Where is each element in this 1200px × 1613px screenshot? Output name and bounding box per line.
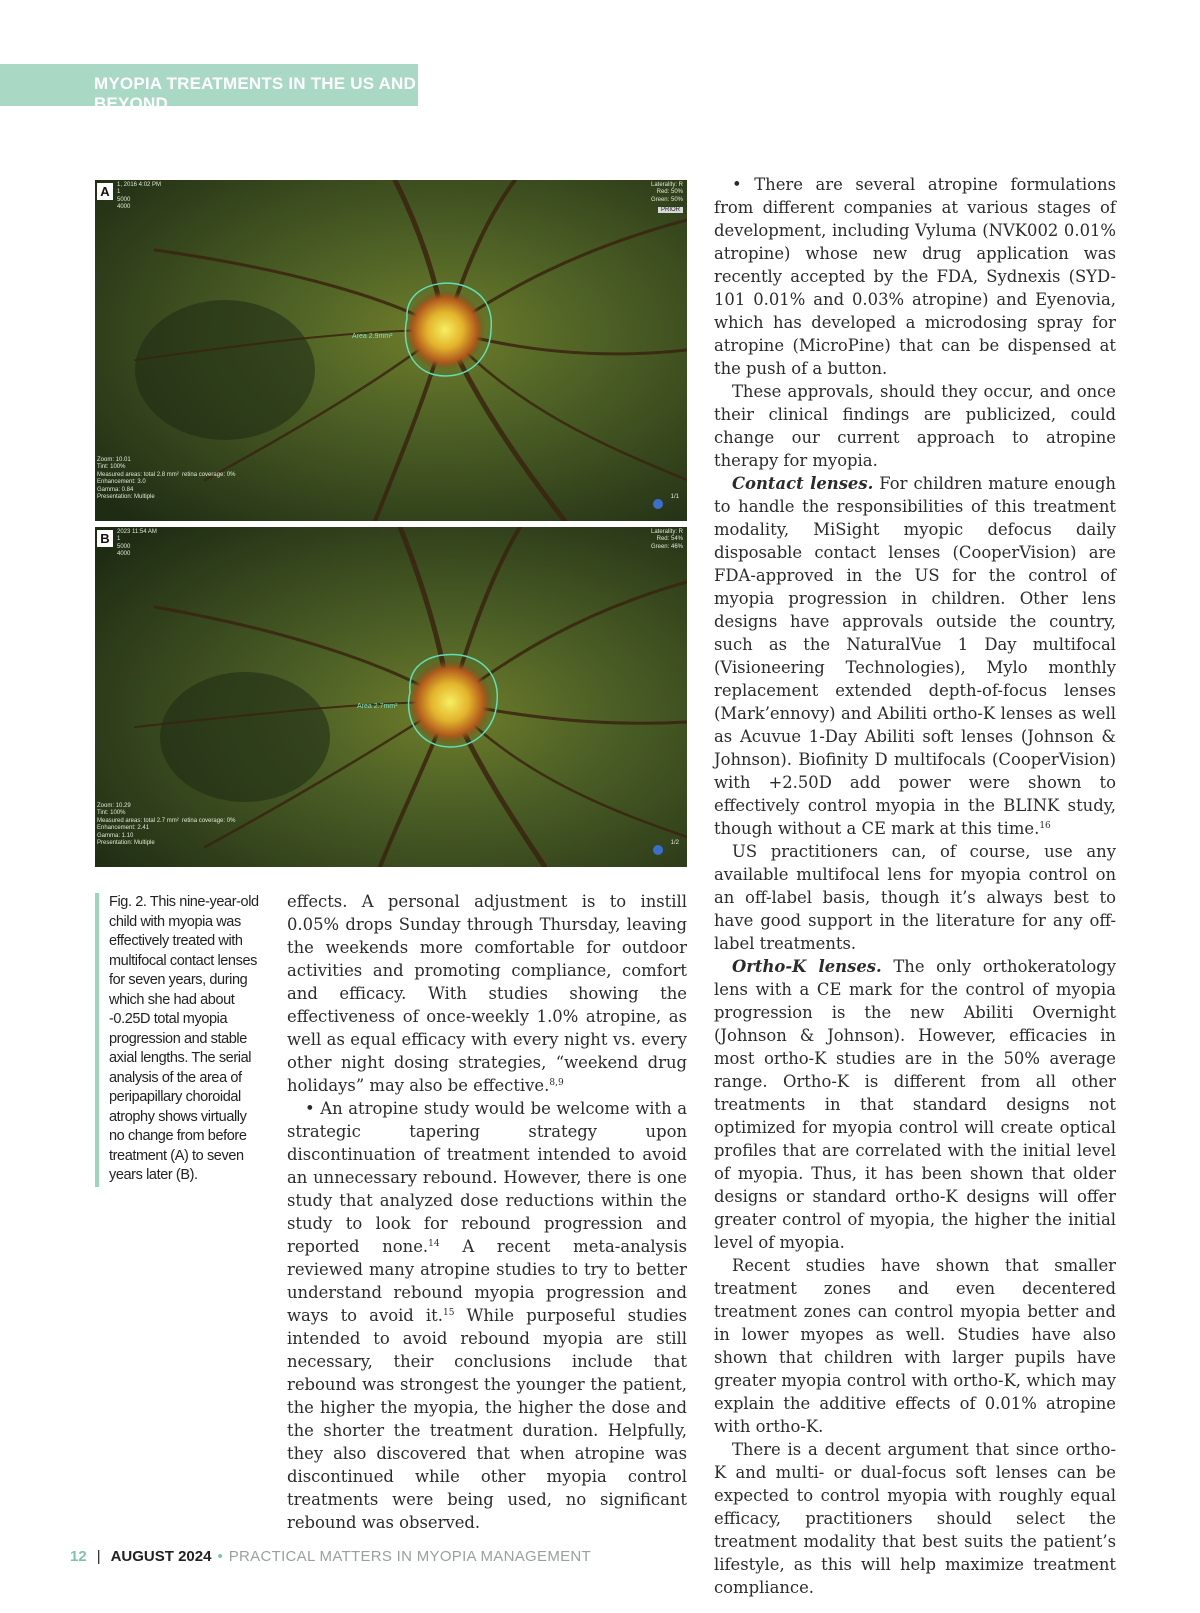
- paragraph: • There are several atropine formulations from different companies at various stages of development, including Vyluma (NVK002 0.01% atropine) whose new drug application was recently accepted by the FDA, Sydnexis (SYD-101 0.01% and 0.03% atropine) and Eyenovia, which has developed a microdosing spray for atropine (MicroPine) that can be dispensed at the push of a button.: [714, 175, 1116, 378]
- capture-info-b: 2023 11:54 AM 1 5000 4000: [117, 529, 157, 558]
- capture-info-a: 1, 2016 4:02 PM 1 5000 4000: [117, 182, 162, 211]
- page-number: 12: [70, 1548, 87, 1565]
- footer-bullet: •: [217, 1548, 223, 1565]
- subheading: Contact lenses.: [732, 474, 874, 493]
- panel-letter-a: A: [97, 183, 113, 200]
- channel-info-b: Laterality: R Red: 54% Green: 46%: [650, 529, 683, 550]
- reference-superscript: 16: [1039, 821, 1051, 831]
- image-count-a: 1/1: [670, 494, 679, 500]
- figure-caption: [95, 893, 265, 1187]
- reference-superscript: 8,9: [549, 1078, 564, 1088]
- channel-info-a: Laterality: R Red: 50% Green: 50%: [650, 182, 683, 203]
- prior-tag: PRIOR: [658, 207, 683, 213]
- panel-letter-b: B: [97, 530, 113, 547]
- publication-title: PRACTICAL MATTERS IN MYOPIA MANAGEMENT: [228, 1548, 592, 1565]
- paragraph-text: The only orthokeratology lens with a CE mark for the control of myopia progression is the new Abiliti Overnight (Johnson & Johnson). However, efficacies in most ortho-K studies are in the 50% average range. Ortho-K is different from all other treatments in that standard designs not optimized for myopia control will create optical profiles that are correlated with the initial level of myopia. Thus, it has been shown that older designs or standard ortho-K designs will offer greater control of myopia, the higher the initial level of myopia.: [714, 957, 1117, 1252]
- reference-superscript: 15: [442, 1308, 455, 1318]
- paragraph: [714, 472, 1116, 840]
- issue-date: AUGUST 2024: [110, 1548, 212, 1565]
- paragraph: There is a decent argument that since ortho-K and multi- or dual-focus soft lenses can be expected to control myopia with roughly equal efficacy, practitioners should select the treatment modality that best suits the patient’s lifestyle, as this will help maximize treatment compliance.: [714, 1440, 1116, 1597]
- paragraph: [287, 1097, 687, 1534]
- paragraph-text: effects. A personal adjustment is to instill 0.05% drops Sunday through Thursday, leaving the weekends more comfortable for outdoor activities and promoting compliance, comfort and efficacy. With studies showing the effectiveness of once-weekly 1.0% atropine, as well as equal efficacy with every night vs. every other night dosing strategies, “weekend drug holidays” may also be effective.: [287, 892, 687, 1095]
- paragraph-text: A recent meta-analysis reviewed many atropine studies to try to better understand rebound myopia progression and ways to avoid it.: [287, 1237, 687, 1325]
- middle-column: [287, 890, 687, 1534]
- measurement-info-b: Zoom: 10.29 Tint: 100% Measured areas: total 2.7 mm² retina coverage: 0% Enhancement: 2.41 Gamma: 1.10 Presentation: Multiple: [97, 803, 236, 847]
- paragraph: [714, 955, 1116, 1254]
- page-footer: [70, 1548, 591, 1565]
- reference-superscript: 14: [428, 1239, 440, 1249]
- atrophy-area-label-b: Area 2.7mm²: [357, 703, 398, 710]
- section-banner: [0, 64, 418, 113]
- caption-text: Fig. 2. This nine-year-old child with myopia was effectively treated with multifocal contact lenses for seven years, during which she had about -0.25D total myopia progression and stable axial lengths. The serial analysis of the area of peripapillary choroidal atrophy shows virtually no change from before treatment (A) to seven years later (B).: [109, 894, 259, 1183]
- paragraph: US practitioners can, of course, use any available multifocal lens for myopia control on an off-label basis, though it’s always best to have good support in the literature for any off-label treatments.: [714, 842, 1116, 953]
- measurement-info-a: Zoom: 10.01 Tint: 100% Measured areas: total 2.8 mm² retina coverage: 0% Enhancement: 3.0 Gamma: 0.84 Presentation: Multiple: [97, 457, 236, 501]
- subheading: Ortho-K lenses.: [732, 957, 882, 976]
- paragraph: Recent studies have shown that smaller treatment zones and even decentered treatment zones can control myopia better and in lower myopes as well. Studies have also shown that children with larger pupils have greater myopia control with ortho-K, which may explain the additive effects of 0.01% atropine with ortho-K.: [714, 1256, 1116, 1436]
- info-icon: [653, 845, 663, 855]
- fundus-image-a: [95, 180, 687, 521]
- paragraph-text: For children mature enough to handle the responsibilities of this treatment modality, MiSight myopic defocus daily disposable contact lenses (CooperVision) are FDA-approved in the US for the control of myopia progression in children. Other lens designs have approvals outside the country, such as the NaturalVue 1 Day multifocal (Visioneering Technologies), Mylo monthly replacement extended depth-of-focus lenses (Mark’ennovy) and Abiliti ortho-K lenses as well as Acuvue 1-Day Abiliti soft lenses (Johnson & Johnson). Biofinity D multifocals (CooperVision) with +2.50D add power were shown to effectively control myopia in the BLINK study, though without a CE mark at this time.: [714, 474, 1116, 838]
- atrophy-area-label-a: Area 2.9mm²: [352, 333, 393, 340]
- info-icon: [653, 499, 663, 509]
- section-title: MYOPIA TREATMENTS IN THE US AND BEYOND: [94, 74, 416, 113]
- image-count-b: 1/2: [670, 840, 679, 846]
- paragraph: These approvals, should they occur, and once their clinical findings are publicized, could change our current approach to atropine therapy for myopia.: [714, 382, 1116, 470]
- paragraph-text: While purposeful studies intended to avoid rebound myopia are still necessary, their conclusions include that rebound was strongest the younger the patient, the higher the myopia, the higher the dose and the shorter the treatment duration. Helpfully, they also discovered that when atropine was discontinued while other myopia control treatments were being used, no significant rebound was observed.: [287, 1306, 687, 1532]
- footer-separator: |: [96, 1548, 101, 1565]
- right-column: [714, 173, 1116, 1599]
- paragraph-text: • An atropine study would be welcome with a strategic tapering strategy upon discontinuation of treatment intended to avoid an unnecessary rebound. However, there is one study that analyzed dose reductions within the study to look for rebound progression and reported none.: [287, 1099, 687, 1256]
- fundus-image-b: [95, 527, 687, 867]
- paragraph: [287, 890, 687, 1097]
